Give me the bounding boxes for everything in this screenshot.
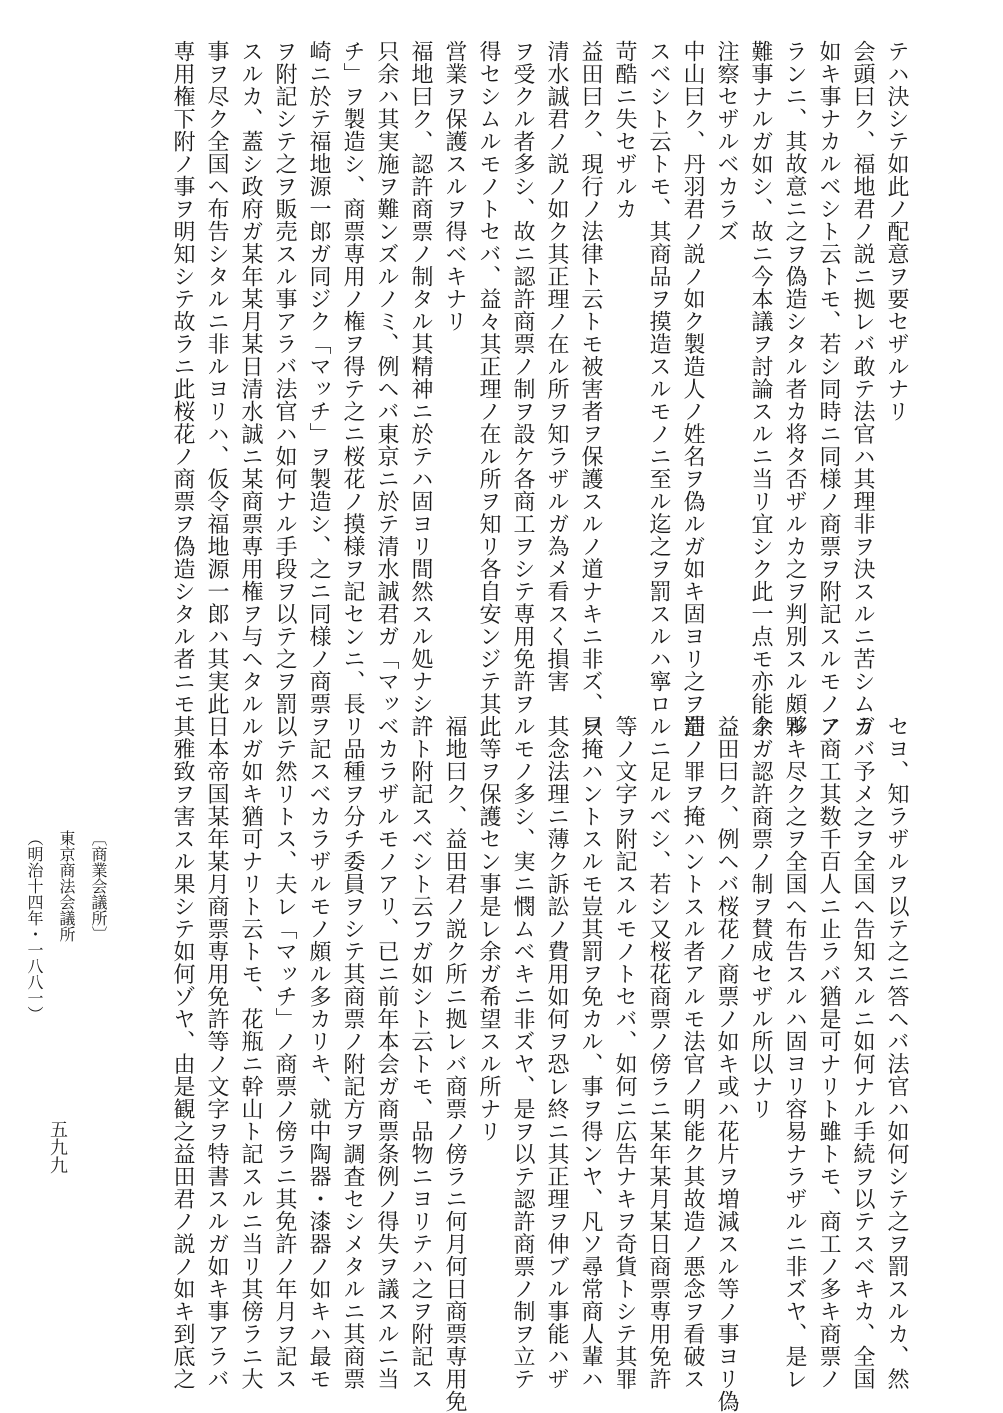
text-line: 許ト附記スベシト云フガ如シト云トモ、品物ニヨリテハ之ヲ附記ス [408, 715, 433, 1390]
text-line: 其雅致ヲ害スル果シテ如何ゾヤ、由是観之益田君ノ説ノ如キ到底之 [170, 715, 195, 1390]
text-line: 余ガ認許商票ノ制ヲ賛成セザル所以ナリ [748, 715, 773, 1120]
text-line: 中山曰ク、丹羽君ノ説ノ如ク製造人ノ姓名ヲ偽ルガ如キ固ヨリ之ヲ罰 [680, 40, 705, 738]
text-line: ヲ掩ハントスルモ豈其罰ヲ免カル、事ヲ得ンヤ、凡ソ尋常商人輩ハ [578, 715, 603, 1390]
upper-text-block [165, 40, 913, 738]
text-line: 此等ヲ保護セン事是レ余ガ希望スル所ナリ [476, 715, 501, 1143]
text-line: 専用権下附ノ事ヲ明知シテ故ラニ此桜花ノ商票ヲ偽造シタル者ニモ [170, 40, 195, 715]
text-line: 福地曰ク、認許商票ノ制タル其精神ニ於テハ固ヨリ間然スル処ナシ、 [408, 40, 433, 738]
text-line: 清水誠君ノ説ノ如ク其正理ノ在ル所ヲ知ラザルガ為メ看スく損害 [544, 40, 569, 693]
text-line: ベカラザルモノアリ、已ニ前年本会ガ商票条例ノ得失ヲ議スルニ当 [374, 715, 399, 1390]
text-line: ルモノ多シ、実ニ憫ムベキニ非ズヤ、是ヲ以テ認許商票ノ制ヲ立テ [510, 715, 535, 1390]
text-line: ラバ予メ之ヲ全国ヘ告知スルニ如何ナル手続ヲ以テスベキカ、全国 [850, 715, 875, 1390]
text-line: スベシト云トモ、其商品ヲ摸造スルモノニ至ル迄之ヲ罰スルハ寧ロ [646, 40, 671, 715]
text-line: 夥キ尽ク之ヲ全国ヘ布告スルハ固ヨリ容易ナラザルニ非ズヤ、是レ [782, 715, 807, 1390]
text-line: 只余ハ其実施ヲ難ンズルノミ、例ヘバ東京ニ於テ清水誠君ガ「マッ [374, 40, 399, 715]
text-line: 苛酷ニ失セザルカ [612, 40, 637, 220]
text-line: 得セシムルモノトセバ、益々其正理ノ在ル所ヲ知リ各自安ンジテ其 [476, 40, 501, 715]
text-line: 難事ナルガ如シ、故ニ今本議ヲ討論スルニ当リ宜シク此一点モ亦能ク [748, 40, 773, 738]
text-line: 造ノ罪ヲ掩ハントスル者アルモ法官ノ明能ク其故造ノ悪念ヲ看破ス [680, 715, 705, 1390]
text-line: 崎ニ於テ福地源一郎ガ同ジク「マッチ」ヲ製造シ、之ニ同様ノ商票 [306, 40, 331, 715]
text-line: 福地曰ク、益田君ノ説ク所ニ拠レバ商票ノ傍ラニ何月何日商票専用免 [442, 715, 467, 1413]
text-line: 日本帝国某年某月商票専用免許等ノ文字ヲ特書スルガ如キ事アラバ [204, 715, 229, 1390]
page-number: 五九九 [47, 1120, 68, 1174]
text-line: ランニ、其故意ニ之ヲ偽造シタル者カ将タ否ザルカ之ヲ判別スル頗ル [782, 40, 807, 738]
text-line: 其念法理ニ薄ク訴訟ノ費用如何ヲ恐レ終ニ其正理ヲ伸ブル事能ハザ [544, 715, 569, 1390]
text-line: ヲ記スベカラザルモノ頗ル多カリキ、就中陶器・漆器ノ如キハ最モ [306, 715, 331, 1390]
text-line: 等ノ文字ヲ附記スルモノトセバ、如何ニ広告ナキヲ奇貨トシテ其罪 [612, 715, 637, 1390]
text-line: セヨ、知ラザルヲ以テ之ニ答ヘバ法官ハ如何シテ之ヲ罰スルカ、然 [884, 715, 909, 1390]
running-footer [18, 830, 114, 1022]
lower-text-block [165, 715, 913, 1413]
text-line: 事ヲ尽ク全国ヘ布告シタルニ非ルヨリハ、仮令福地源一郎ハ其実此 [204, 40, 229, 715]
text-line: ルガ如キ猶可ナリト云トモ、花瓶ニ幹山ト記スルニ当リ其傍ラニ大 [238, 715, 263, 1390]
text-line: チ」ヲ製造シ、商票専用ノ権ヲ得テ之ニ桜花ノ摸様ヲ記センニ、長 [340, 40, 365, 715]
text-line: 会頭曰ク、福地君ノ説ニ拠レバ敢テ法官ハ其理非ヲ決スルニ苦シムガ [850, 40, 875, 738]
text-line: ヲ附記シテ之ヲ販売スル事アラバ法官ハ如何ナル手段ヲ以テ之ヲ罰 [272, 40, 297, 715]
text-line: 如キ事ナカルベシト云トモ、若シ同時ニ同様ノ商票ヲ附記スルモノア [816, 40, 841, 738]
text-line: テハ決シテ如此ノ配意ヲ要セザルナリ [884, 40, 909, 423]
footer-series: 〔商業会議所〕 [89, 830, 108, 942]
text-line: スルカ、蓋シ政府ガ某年某月某日清水誠ニ某商票専用権ヲ与ヘタル [238, 40, 263, 715]
text-line: 益田曰ク、現行ノ法律ト云トモ被害者ヲ保護スルノ道ナキニ非ズ、只 [578, 40, 603, 738]
text-line: 注察セザルベカラズ [714, 40, 739, 243]
text-line: リ品種ヲ分チ委員ヲシテ其商票ノ附記方ヲ調査セシメタルニ其商票 [340, 715, 365, 1390]
text-line: 益田曰ク、例ヘバ桜花ノ商票ノ如キ或ハ花片ヲ増減スル等ノ事ヨリ偽 [714, 715, 739, 1413]
text-line: 営業ヲ保護スルヲ得ベキナリ [442, 40, 467, 333]
footer-org: 東京商法会議所 [57, 830, 76, 942]
text-line: ノ商工其数千百人ニ止ラバ猶是可ナリト雖トモ、商工ノ多キ商票ノ [816, 715, 841, 1390]
text-line: ルニ足ルベシ、若シ又桜花商票ノ傍ラニ某年某月某日商票専用免許 [646, 715, 671, 1390]
footer-era: （明治十四年・一八八一） [25, 830, 44, 1022]
text-line: ヲ受クル者多シ、故ニ認許商票ノ制ヲ設ケ各商工ヲシテ専用免許ヲ [510, 40, 535, 715]
text-line: 以テ然リトス、夫レ「マッチ」ノ商票ノ傍ラニ其免許ノ年月ヲ記ス [272, 715, 297, 1390]
